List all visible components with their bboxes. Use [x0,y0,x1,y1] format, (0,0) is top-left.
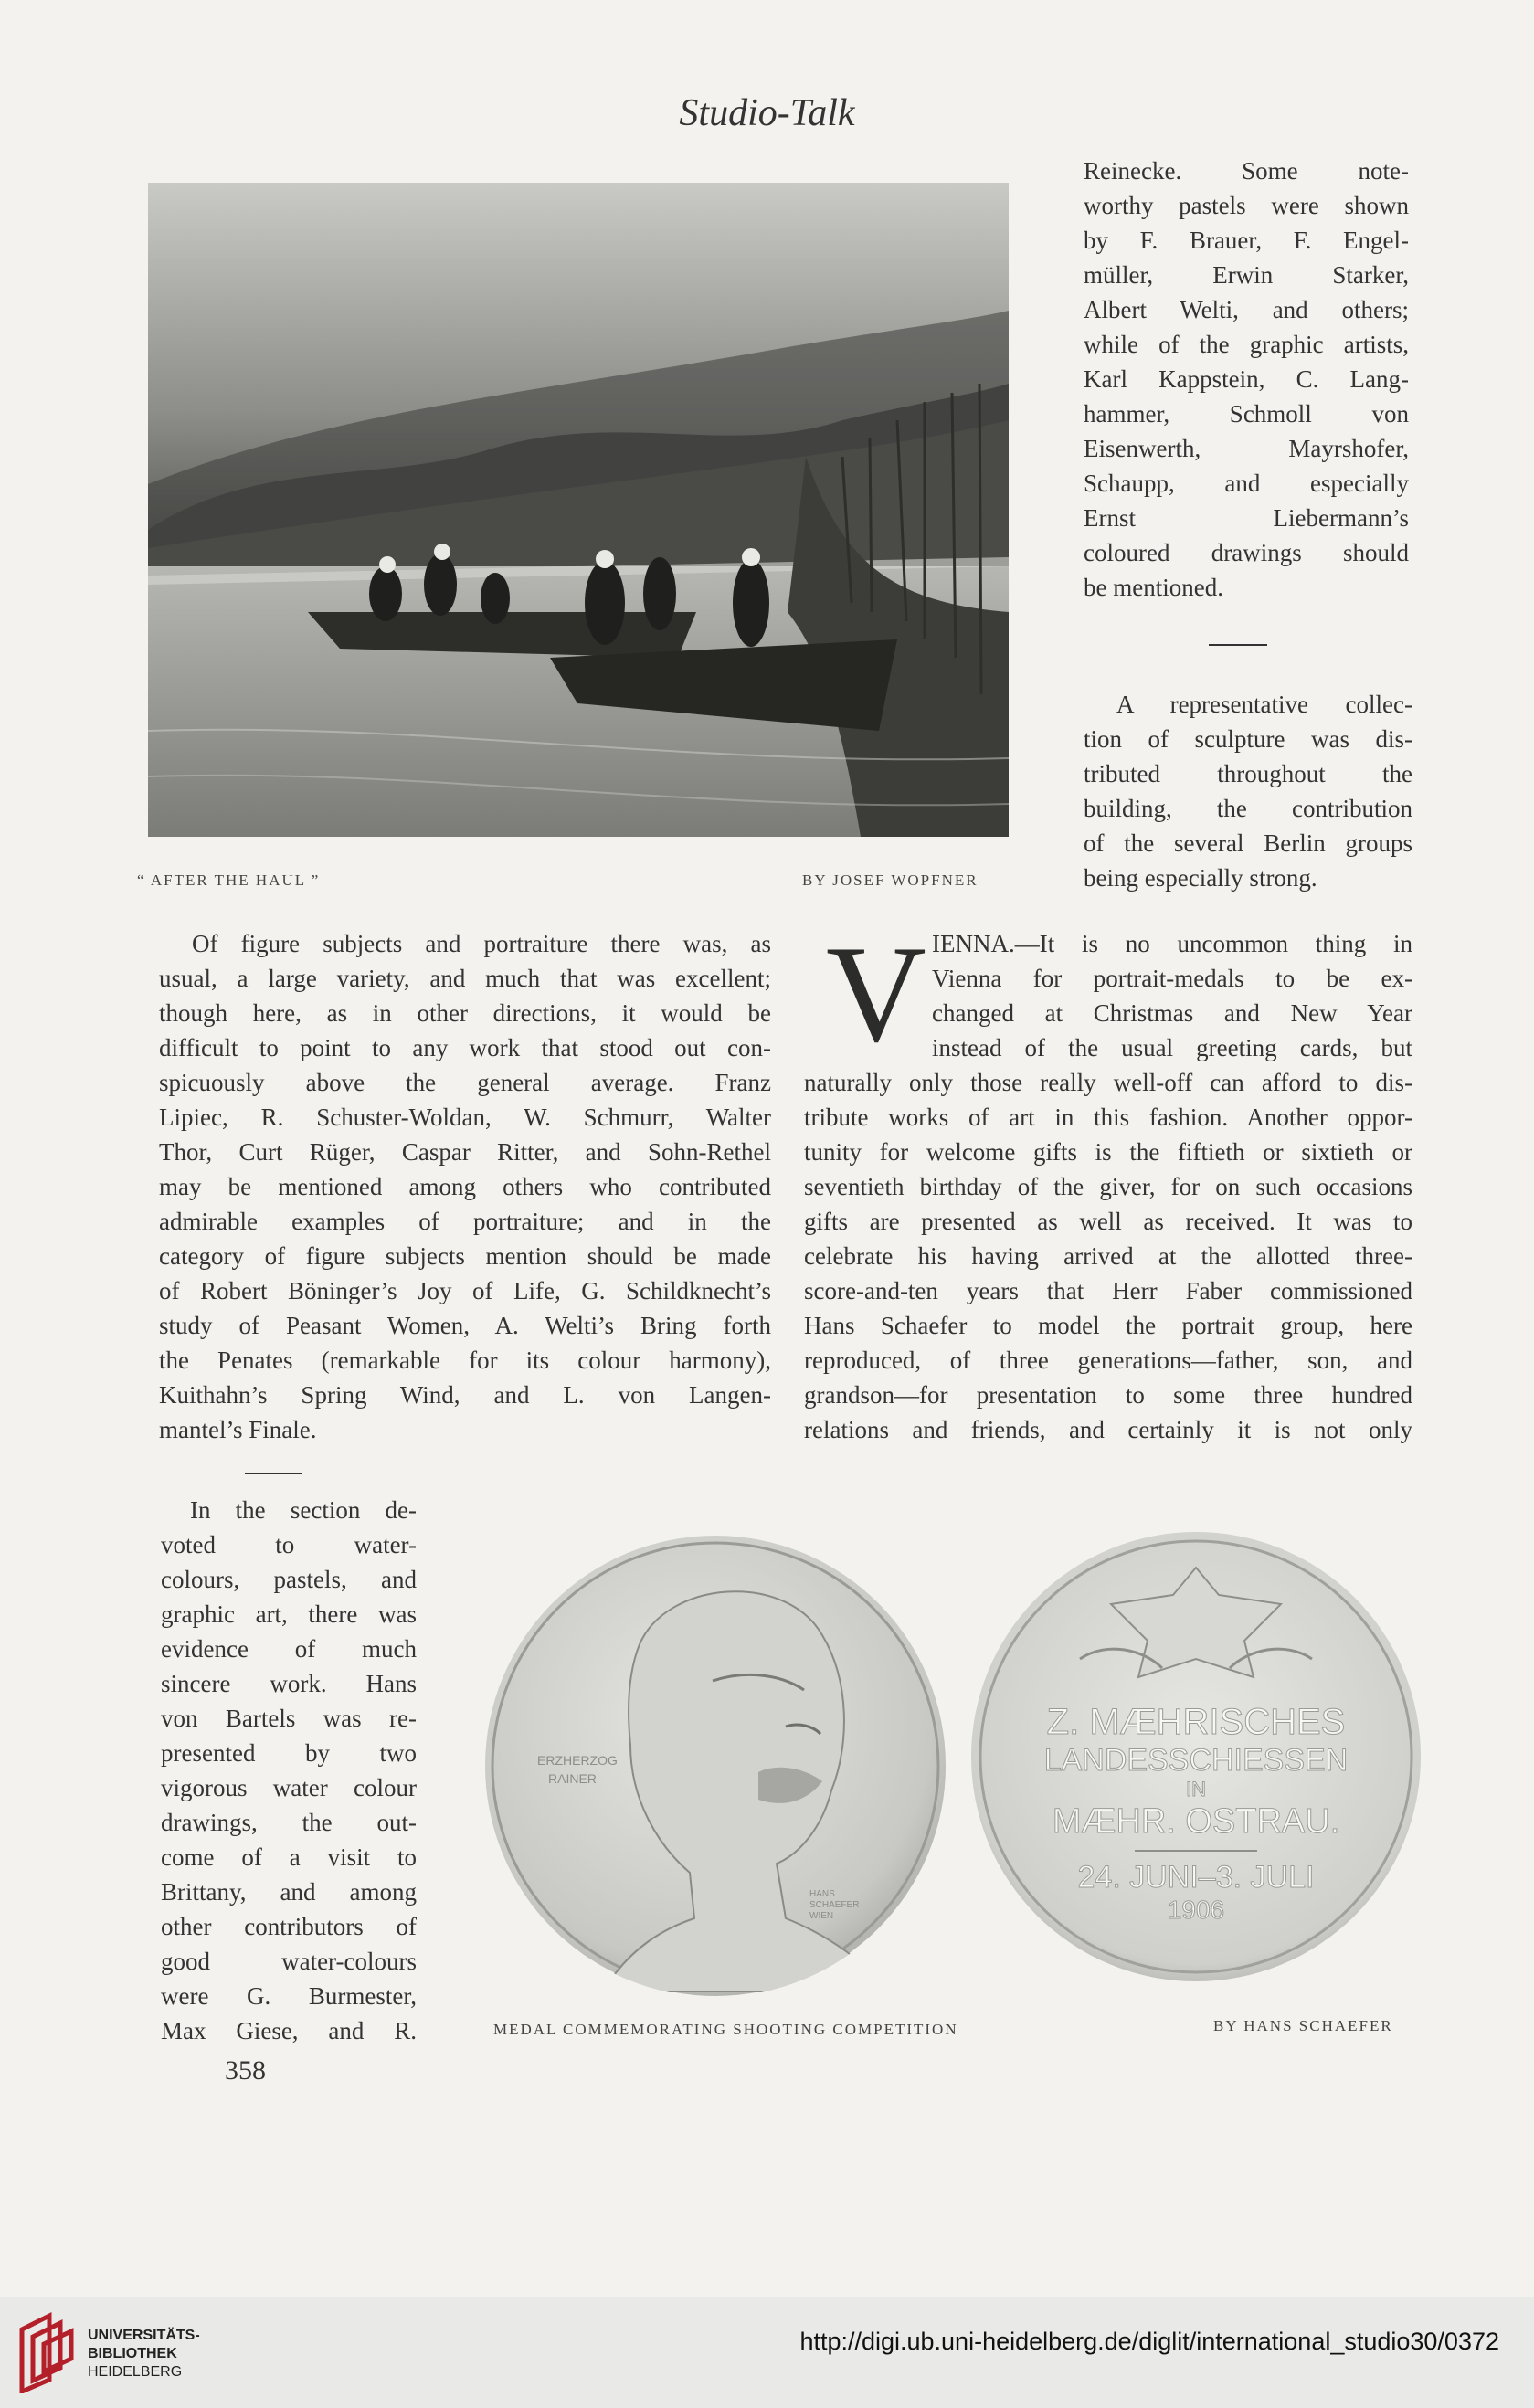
library-logo-icon [13,2311,88,2393]
right-column-paragraph-1: Reinecke. Some note- worthy pastels were shown by F. Brauer, F. Engel- müller, Erwin Starker, Albert Welti, and others; while of the graphic artists, Karl Kappstein, C. Lang- hammer, Schmoll von Eisenwerth, Mayrshofer, Schaupp, and especially Ernst Liebermann’s coloured drawings should be mentioned. [1084,157,1409,601]
medal-reverse-line: IN [1186,1778,1206,1801]
page-number: 358 [225,2055,266,2086]
medal-reverse-inscription [970,1531,1422,1982]
medal-obverse-portrait [484,1535,947,1997]
drop-cap: V [826,917,926,1071]
painting-after-the-haul [148,183,1009,837]
medal-caption-credit: BY HANS SCHAEFER [1213,2017,1393,2034]
medal-obverse-inscription: ERZHERZOG [537,1753,618,1768]
source-url-link[interactable]: http://digi.ub.uni-heidelberg.de/diglit/international_studio30/0372 [799,2328,1499,2355]
medal-reverse-line: 24. JUNI–3. JULI [1077,1860,1315,1895]
figure-caption-title: “ AFTER THE HAUL ” [137,871,321,889]
library-name: UNIVERSITÄTS- BIBLIOTHEK HEIDELBERG [88,2328,200,2380]
right-column-paragraph-2: A representative collec- tion of sculpture was dis- tributed throughout the building, the contribution of the several Berlin groups being especially strong. [1084,691,1412,892]
figure-caption-credit: BY JOSEF WOPFNER [802,871,979,889]
medal-obverse-signature: HANS [809,1889,835,1899]
left-column-paragraph-1: Of figure subjects and portraiture there was, as usual, a large variety, and much that was excellent; though here, as in other directions, it would be difficult to point to any work that stood out con- spicuously above the general average. Franz Lipiec, R. Schuster-Woldan, W. Schmurr, Walter Thor, Curt Rüger, Caspar Ritter, and Sohn-Rethel may be mentioned among others who contributed admirable examples of portraiture; and in the category of figure subjects mention should be made of Robert Böninger’s Joy of Life, G. Schildknecht’s study of Peasant Women, A. Welti’s Bring forth the Penates (remarkable for its colour harmony), Kuithahn’s Spring Wind, and L. von Langen- mantel’s Finale. [159,930,771,1443]
medal-reverse-line: 1906 [1167,1896,1225,1924]
medal-reverse-line: Z. MÆHRISCHES [1046,1702,1346,1742]
section-divider [245,1473,302,1474]
medal-obverse-signature: WIEN [809,1911,834,1921]
medal-obverse-inscription: RAINER [548,1771,597,1786]
vienna-paragraph-body: naturally only those really well-off can afford to dis- tribute works of art in this fashion. Another oppor- tunity for welcome gifts is the fiftieth or sixtieth or seventieth birthday of the giver, for on such occasions gifts are presented as well as received. It was to celebrate his having arrived at the allotted three- score-and-ten years that Herr Faber commissioned Hans Schaefer to model the portrait group, here reproduced, of three generations—father, son, and grandson—for presentation to some three hundred relations and friends, and certainly it is not only [804,1069,1412,1443]
medal-reverse-line: LANDESSCHIESSEN [1043,1743,1349,1778]
running-head: Studio-Talk [679,92,855,134]
medal-caption-title: MEDAL COMMEMORATING SHOOTING COMPETITION [493,2021,958,2038]
medal-obverse-signature: SCHAEFER [809,1900,860,1910]
medal-reverse-line: MÆHR. OSTRAU. [1052,1802,1340,1841]
left-column-paragraph-2: In the section de- voted to water- colours, pastels, and graphic art, there was evidence of much sincere work. Hans von Bartels was re- presented by two vigorous water colour drawings, the out- come of a visit to Brittany, and among other contributors of good water-colours were G. Burmester, Max Giese, and R. [161,1496,417,2044]
vienna-paragraph-indented: IENNA.—It is no uncommon thing in Vienna for portrait-medals to be ex- changed at Christmas and New Year instead of the usual greeting cards, but [932,930,1412,1061]
section-divider [1209,644,1267,646]
